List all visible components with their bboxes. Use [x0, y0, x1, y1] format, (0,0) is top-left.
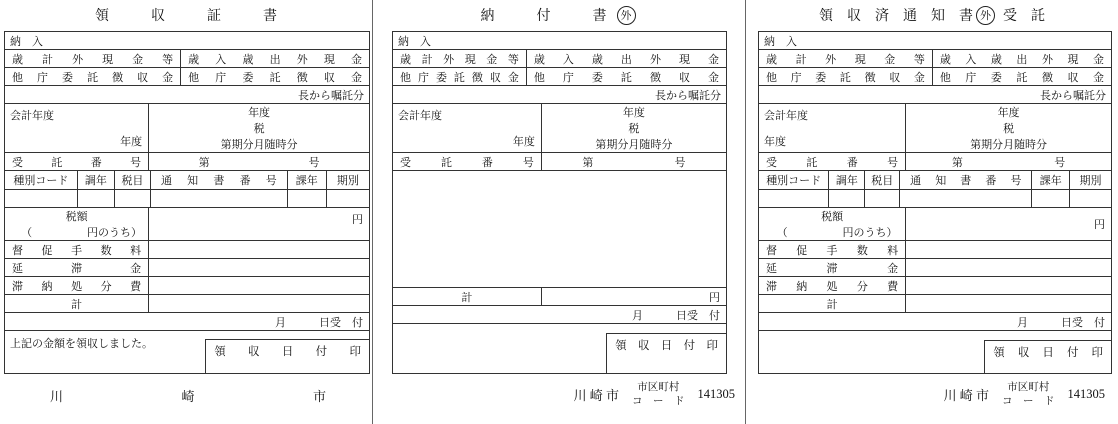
delinquency-cost-label: 滞 納 処 分 費 [12, 280, 142, 293]
city-code-footer [943, 381, 1105, 408]
entrusted-collection-left-label: 他 庁 委 託 徴 収 金 [400, 71, 519, 84]
yen-label: 円 [1094, 219, 1105, 231]
entrust-number-label: 受 託 番 号 [400, 156, 534, 169]
late-charge-cell [906, 259, 1111, 276]
receipt-date-stamp-box [205, 339, 369, 373]
term-header: 期別 [1079, 175, 1102, 187]
entrust-number-label: 受 託 番 号 [12, 156, 142, 169]
assess-year-cell [1032, 190, 1070, 207]
entrusted-collection-row [393, 68, 726, 86]
page-title [746, 5, 1118, 25]
city-name [50, 386, 326, 405]
number-suffix: 号 [674, 156, 686, 169]
extra-budget-cash-label: 歳 計 外 現 金 等 [12, 53, 174, 66]
payment-slip-title: 納 付 書 [480, 9, 607, 24]
reception-date-label: 月 日受 付 [632, 309, 720, 322]
entrust-number-row [393, 153, 726, 171]
tax-amount-label-right: 額 [76, 211, 88, 223]
assess-year-header: 課年 [1039, 175, 1062, 187]
entrusted-collection-left-label: 他 庁 委 託 徴 収 金 [766, 71, 925, 84]
form-table [392, 31, 727, 374]
demand-fee-cell [149, 241, 369, 258]
receipt-stamp-section [393, 324, 726, 373]
fiscal-year-suffix: 年度 [120, 136, 143, 148]
no-prefix-label: 第 [220, 139, 232, 151]
municipal-code-label-top: 市区町村 [1007, 382, 1050, 393]
term-header: 期別 [336, 175, 359, 187]
fiscal-year-label: 会計年度 [398, 110, 442, 122]
term-cell [1070, 190, 1111, 207]
partial-amount-label: （ 円のうち） [21, 227, 143, 239]
city-char-2: 崎 [181, 389, 195, 404]
code-value-row [759, 190, 1111, 208]
form-receipt-certificate [0, 0, 372, 424]
tax-label: 税 [253, 123, 265, 135]
number-suffix: 号 [308, 156, 320, 169]
municipal-code-label-bottom: コ ー ド [632, 395, 685, 407]
municipal-code-value: 141305 [697, 387, 735, 402]
page-title: 領 収 証 書 [95, 9, 277, 24]
entrusted-collection-left-label: 他 庁 委 託 徴 収 金 [12, 71, 174, 84]
tax-item-cell [865, 190, 900, 207]
monthly-occasional-label: 月随時分 [628, 139, 673, 151]
municipal-code-label-top: 市区町村 [637, 382, 680, 393]
city-char-1: 川 [50, 389, 64, 404]
notice-number-cell [900, 190, 1032, 207]
code-value-row [5, 190, 369, 208]
cash-type-row [5, 50, 369, 68]
city-name: 川 崎 市 [943, 388, 989, 404]
payer-row [5, 32, 369, 50]
type-code-cell [759, 190, 829, 207]
circled-outer-mark: 外 [617, 6, 636, 25]
receipt-date-stamp-box [984, 340, 1111, 373]
receipt-date-stamp-label: 領 収 日 付 印 [615, 340, 718, 352]
chief-commission-label: 長から嘱託分 [298, 89, 364, 102]
municipal-code-label-bottom: コ ー ド [1002, 395, 1055, 407]
total-label: 計 [826, 298, 838, 311]
notice-number-cell [151, 190, 288, 207]
cash-type-row [759, 50, 1111, 68]
notice-number-header: 通 知 書 番 号 [160, 175, 277, 187]
payer-label: 納 入 [10, 35, 43, 48]
year-label: 年度 [997, 107, 1020, 119]
demand-fee-label: 督 促 手 数 料 [12, 244, 142, 257]
entrust-number-row [759, 153, 1111, 171]
chief-commission-label: 長から嘱託分 [655, 89, 721, 102]
fiscal-year-suffix: 年度 [764, 136, 786, 148]
assess-year-header: 課年 [295, 175, 318, 187]
chief-commission-row [759, 86, 1111, 104]
payer-row [393, 32, 726, 50]
entrust-title-suffix: 受 託 [1003, 9, 1045, 24]
chief-commission-label: 長から嘱託分 [1040, 89, 1106, 102]
monthly-occasional-label: 月随時分 [1003, 139, 1048, 151]
demand-fee-row [5, 241, 369, 259]
fiscal-year-suffix: 年度 [512, 136, 535, 148]
entrusted-collection-right-label: 他 庁 委 託 徴 収 金 [188, 71, 362, 84]
entrust-number-row [5, 153, 369, 171]
delinquency-cost-row [759, 277, 1111, 295]
fiscal-year-row [759, 104, 1111, 153]
late-charge-row [5, 259, 369, 277]
receipt-stamp-section [5, 331, 369, 373]
tax-amount-row [5, 208, 369, 241]
revenue-expense-cash-label: 歳 入 歳 出 外 現 金 [188, 53, 362, 66]
reception-date-label: 月 日受 付 [275, 316, 363, 329]
receipt-date-stamp-box [606, 333, 726, 373]
total-row [759, 295, 1111, 313]
tax-item-cell [115, 190, 151, 207]
delinquency-cost-row [5, 277, 369, 295]
receipt-date-stamp-label: 領 収 日 付 印 [214, 346, 361, 358]
total-label: 計 [461, 291, 473, 304]
payer-label: 納 入 [398, 35, 431, 48]
reception-date-label: 月 日受 付 [1017, 316, 1105, 329]
tax-amount-row [759, 208, 1111, 241]
receipt-stamp-section [759, 331, 1111, 373]
late-charge-label: 延 滞 金 [12, 262, 142, 275]
form-table [4, 31, 370, 374]
installment-label: 期分 [606, 139, 629, 151]
assess-year-cell [288, 190, 327, 207]
form-table [758, 31, 1112, 374]
code-header-row [5, 171, 369, 190]
city-code-footer [573, 381, 735, 408]
chief-commission-row [393, 86, 726, 104]
tax-item-header: 税目 [121, 175, 144, 187]
fiscal-year-row [393, 104, 726, 153]
chief-commission-row [5, 86, 369, 104]
total-cell [149, 295, 369, 312]
installment-label: 期分 [231, 139, 254, 151]
fiscal-year-row [5, 104, 369, 153]
receipt-note: 上記の金額を領収しました。 [10, 338, 153, 350]
late-charge-row [759, 259, 1111, 277]
demand-fee-cell [906, 241, 1111, 258]
tax-label: 税 [1003, 123, 1015, 135]
entrusted-collection-row [5, 68, 369, 86]
year-label: 年度 [622, 107, 645, 119]
entrust-number-label: 受 託 番 号 [766, 156, 899, 169]
total-cell [906, 295, 1111, 312]
installment-label: 期分 [981, 139, 1004, 151]
tax-amount-label-left: 税 [65, 211, 77, 223]
receipt-notice-title: 領 収 済 通 知 書 [819, 9, 973, 24]
total-row [393, 288, 726, 306]
cash-type-row [393, 50, 726, 68]
tax-amount-label-right: 額 [832, 211, 844, 223]
delinquency-cost-cell [149, 277, 369, 294]
no-prefix-label: 第 [970, 139, 982, 151]
entrusted-collection-right-label: 他 庁 委 託 徴 収 金 [533, 71, 719, 84]
delinquency-cost-label: 滞 納 処 分 費 [766, 280, 899, 293]
yen-label: 円 [352, 214, 363, 226]
reception-date-row [759, 313, 1111, 331]
levy-year-cell [78, 190, 115, 207]
late-charge-cell [149, 259, 369, 276]
levy-year-header: 調年 [84, 175, 107, 187]
levy-year-cell [829, 190, 865, 207]
monthly-occasional-label: 月随時分 [253, 139, 298, 151]
circled-outer-mark: 外 [976, 6, 995, 25]
type-code-cell [5, 190, 78, 207]
term-cell [327, 190, 369, 207]
reception-date-row [5, 313, 369, 331]
number-prefix: 第 [198, 156, 210, 169]
entrusted-collection-row [759, 68, 1111, 86]
municipal-code-label [632, 381, 685, 408]
type-code-header: 種別コード [766, 175, 822, 187]
receipt-date-stamp-label: 領 収 日 付 印 [993, 347, 1103, 359]
late-charge-label: 延 滞 金 [766, 262, 899, 275]
payer-row [759, 32, 1111, 50]
fiscal-year-label: 会計年度 [764, 110, 808, 122]
form-receipt-notice [746, 0, 1118, 424]
revenue-expense-cash-label: 歳 入 歳 出 外 現 金 [939, 53, 1104, 66]
municipal-code-value: 141305 [1067, 387, 1105, 402]
total-label: 計 [71, 298, 83, 311]
form-payment-slip [374, 0, 745, 424]
blank-detail-area [393, 171, 726, 288]
payer-label: 納 入 [764, 35, 797, 48]
extra-budget-cash-label: 歳 計 外 現 金 等 [766, 53, 925, 66]
fiscal-year-label: 会計年度 [10, 110, 54, 122]
yen-label: 円 [709, 291, 720, 304]
total-row [5, 295, 369, 313]
municipal-code-label [1002, 381, 1055, 408]
delinquency-cost-cell [906, 277, 1111, 294]
demand-fee-label: 督 促 手 数 料 [766, 244, 899, 257]
number-prefix: 第 [951, 156, 963, 169]
levy-year-header: 調年 [835, 175, 858, 187]
code-header-row [759, 171, 1111, 190]
number-prefix: 第 [582, 156, 594, 169]
type-code-header: 種別コード [13, 175, 69, 187]
year-label: 年度 [248, 107, 271, 119]
demand-fee-row [759, 241, 1111, 259]
revenue-expense-cash-label: 歳 入 歳 出 外 現 金 [533, 53, 719, 66]
tax-item-header: 税目 [871, 175, 894, 187]
reception-date-row [393, 306, 726, 324]
extra-budget-cash-label: 歳 計 外 現 金 等 [400, 53, 519, 66]
city-name: 川 崎 市 [573, 388, 619, 404]
panel-divider-1 [372, 0, 373, 424]
entrusted-collection-right-label: 他 庁 委 託 徴 収 金 [939, 71, 1104, 84]
tax-amount-label-left: 税 [821, 211, 833, 223]
notice-number-header: 通 知 書 番 号 [910, 175, 1022, 187]
blank-detail-cell [393, 171, 726, 287]
number-suffix: 号 [1054, 156, 1066, 169]
page-title [374, 5, 745, 25]
partial-amount-label: （ 円のうち） [776, 227, 898, 239]
no-prefix-label: 第 [595, 139, 607, 151]
city-char-3: 市 [312, 389, 326, 404]
tax-label: 税 [628, 123, 640, 135]
